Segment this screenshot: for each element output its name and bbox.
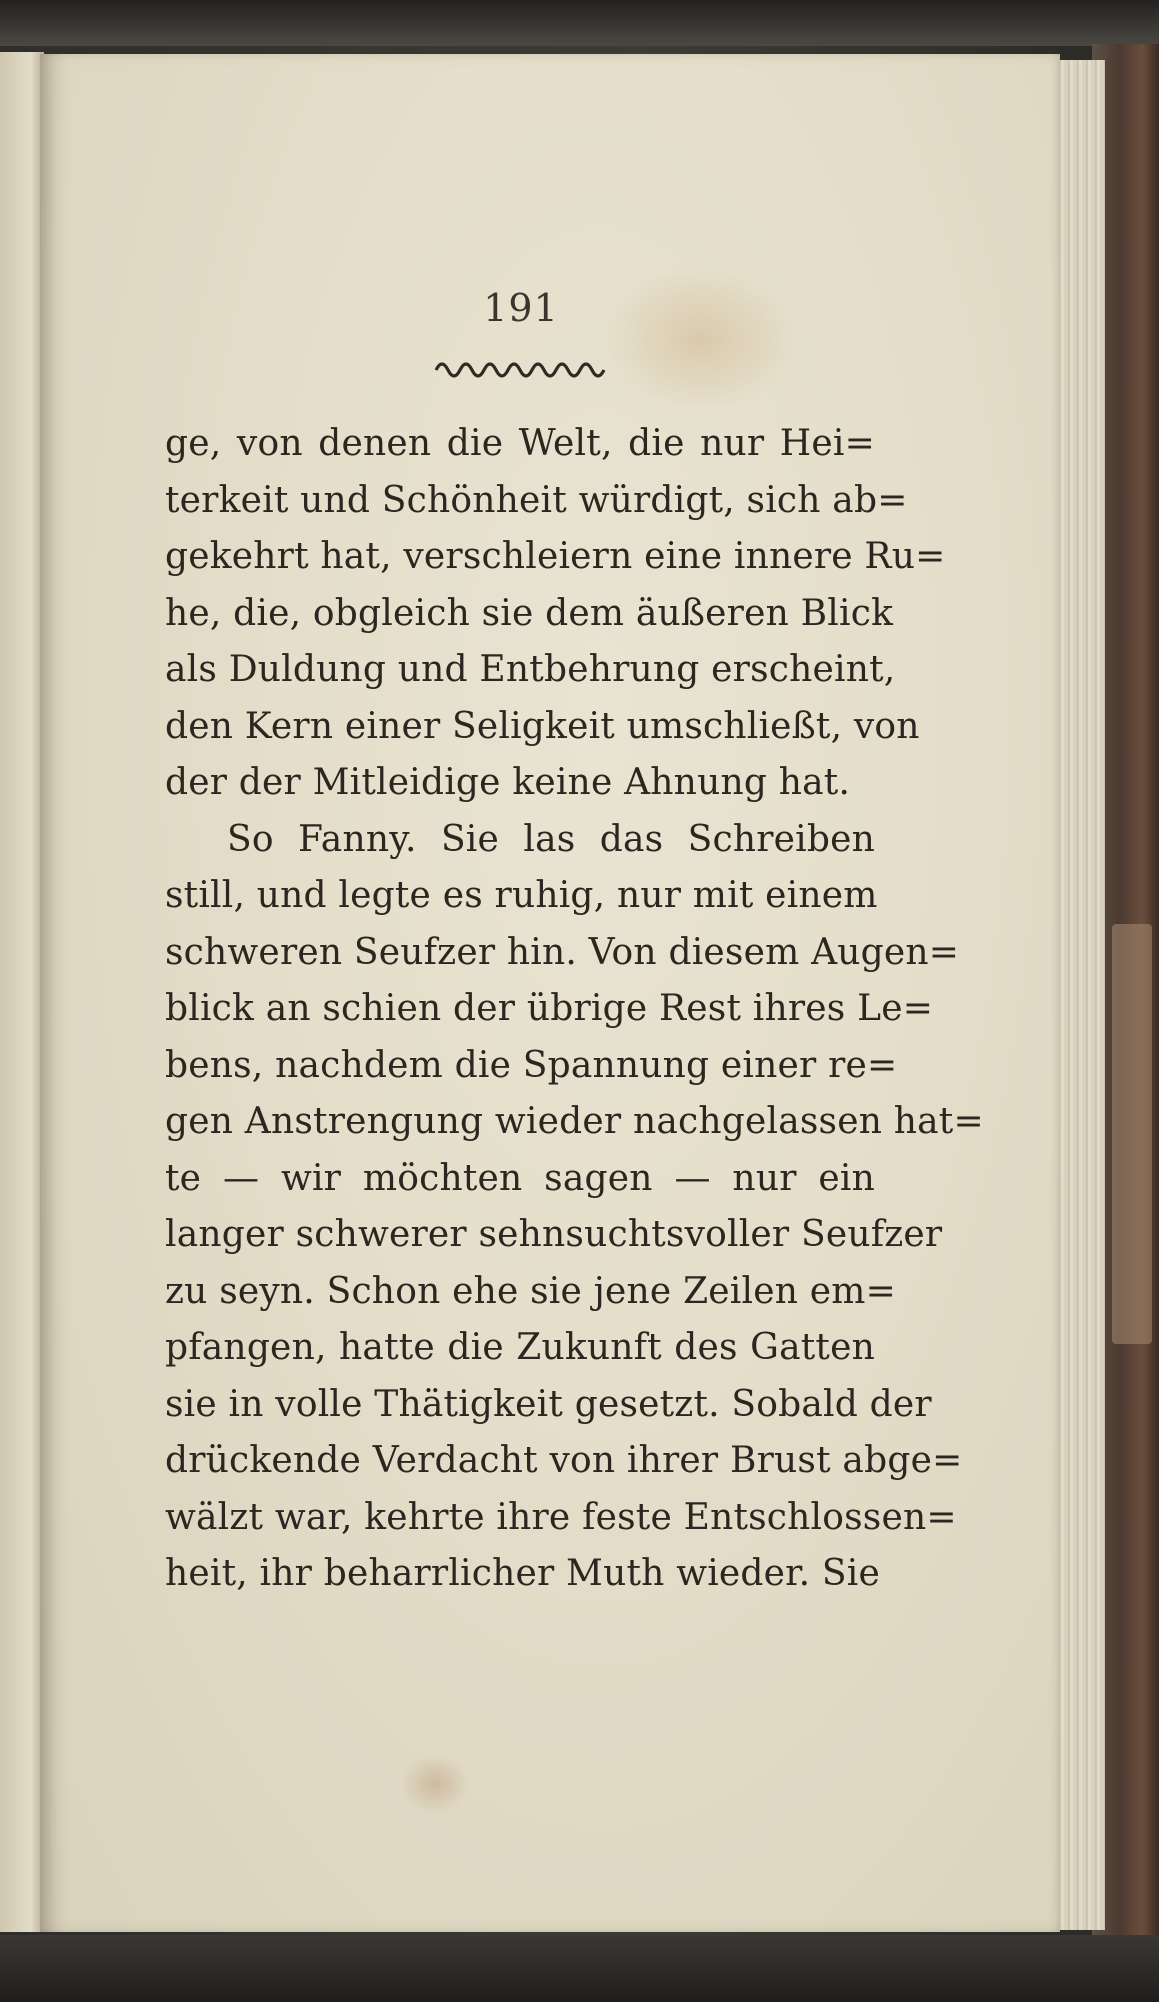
text-line: So Fanny. Sie las das Schreiben — [227, 818, 875, 860]
text-line: drückende Verdacht von ihrer Brust abge= — [165, 1440, 963, 1481]
text-line: der der Mitleidige keine Ahnung hat. — [165, 762, 851, 803]
page-number: 191 — [483, 286, 559, 330]
text-line: als Duldung und Entbehrung erscheint, — [165, 649, 896, 690]
text-line: he, die, obgleich sie dem äußeren Blick — [165, 592, 894, 634]
background-top — [0, 0, 1159, 46]
text-line: ge, von denen die Welt, die nur Hei= — [165, 423, 875, 464]
body-text — [165, 416, 984, 1603]
paper-stain — [600, 264, 800, 414]
text-line: blick an schien der übrige Rest ihres Le= — [165, 988, 934, 1029]
text-line: still, und legte es ruhig, nur mit einem — [165, 875, 878, 916]
text-line: wälzt war, kehrte ihre feste Entschlossen= — [165, 1496, 957, 1538]
text-line: terkeit und Schönheit würdigt, sich ab= — [165, 479, 908, 521]
background-bottom — [0, 1935, 1159, 2002]
text-line: zu seyn. Schon ehe sie jene Zeilen em= — [165, 1270, 896, 1312]
text-line: gen Anstrengung wieder nachgelassen hat= — [165, 1101, 984, 1142]
facing-page-edge — [0, 52, 44, 1932]
cover-wear-mark — [1112, 924, 1152, 1344]
text-line: sie in volle Thätigkeit gesetzt. Sobald der — [165, 1383, 932, 1425]
text-line: den Kern einer Seligkeit umschließt, von — [165, 705, 920, 747]
paper-stain — [400, 1754, 470, 1814]
text-line: pfangen, hatte die Zukunft des Gatten — [165, 1327, 875, 1368]
text-line: heit, ihr beharrlicher Muth wieder. Sie — [165, 1553, 881, 1594]
text-line: schweren Seufzer hin. Von diesem Augen= — [165, 931, 960, 973]
text-line: bens, nachdem die Spannung einer re= — [165, 1044, 898, 1086]
text-line: langer schwerer sehnsuchtsvoller Seufzer — [165, 1214, 943, 1255]
stacked-page-edges — [1055, 60, 1105, 1930]
header-ornament — [434, 356, 610, 378]
text-line: te — wir möchten sagen — nur ein — [165, 1157, 875, 1199]
text-line: gekehrt hat, verschleiern eine innere Ru= — [165, 536, 946, 577]
